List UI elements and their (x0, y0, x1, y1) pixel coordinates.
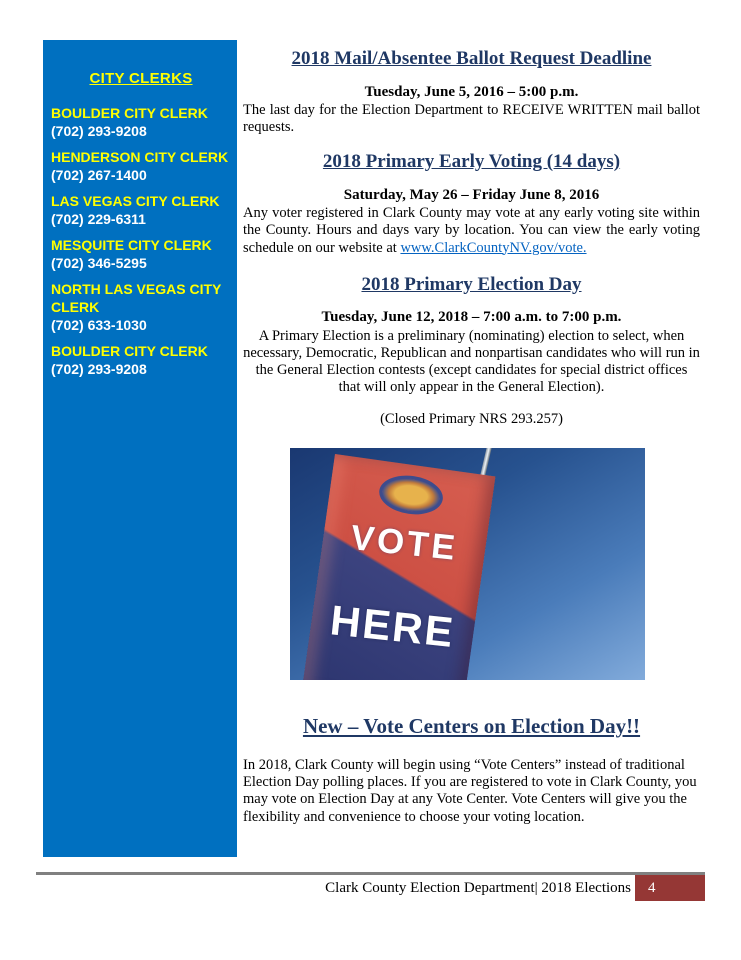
main-content (243, 48, 700, 840)
section-date-early-voting: Saturday, May 26 – Friday June 8, 2016 (343, 186, 600, 203)
clerk-name: MESQUITE CITY CLERK (51, 237, 212, 253)
section-heading-primary-day: 2018 Primary Election Day (361, 273, 582, 295)
clerk-name: BOULDER CITY CLERK (51, 105, 208, 121)
list-item (51, 236, 231, 272)
city-clerks-sidebar (43, 40, 237, 857)
sidebar-title: CITY CLERKS (89, 70, 193, 87)
list-item (51, 104, 231, 140)
early-voting-text: Any voter registered in Clark County may vote at any early voting site within the County. Hours and days vary by location. You can view the early voting schedule on our website at (243, 205, 700, 256)
section-body-vote-centers: In 2018, Clark County will begin using “Vote Centers” instead of traditional Election Day polling places. If you are registered to vote in Clark County, you may vote on Election Day at any Vote Center. Vote Centers will give you the flexibility and convenience to choose your voting location. (243, 757, 697, 825)
section-heading-vote-centers: New – Vote Centers on Election Day!! (302, 713, 641, 738)
clerk-name: BOULDER CITY CLERK (51, 343, 208, 359)
section-body-primary-day: A Primary Election is a preliminary (nominating) election to select, when necessary, Democratic, Republican and nonpartisan candidates who will run in the General Election contests (except candidates for special district offices that will only appear in the General Election). (243, 327, 700, 396)
list-item (51, 148, 231, 184)
footer-title: Clark County Election Department| 2018 Elections (325, 880, 631, 896)
section-heading-early-voting: 2018 Primary Early Voting (14 days) (322, 151, 621, 173)
clerk-name: NORTH LAS VEGAS CITY CLERK (51, 281, 222, 315)
page-footer (36, 872, 705, 901)
section-body-early-voting (243, 205, 700, 256)
flag-vote-text: VOTE (348, 517, 460, 568)
flag-here-text: HERE (328, 596, 458, 657)
closed-primary-note: (Closed Primary NRS 293.257) (380, 410, 563, 427)
page-number-badge: 4 (635, 875, 705, 901)
clerk-phone: (702) 293-9208 (51, 123, 147, 139)
clerk-phone: (702) 267-1400 (51, 167, 147, 183)
vote-here-flag-photo (290, 448, 645, 680)
section-date-primary-day: Tuesday, June 12, 2018 – 7:00 a.m. to 7:00 p.m. (321, 309, 622, 326)
flag-seal-emblem (377, 472, 446, 519)
section-heading-mail-ballot: 2018 Mail/Absentee Ballot Request Deadline (291, 48, 652, 69)
vote-here-flag (302, 454, 496, 680)
list-item (51, 280, 231, 334)
clerk-phone: (702) 293-9208 (51, 361, 147, 377)
section-body-mail-ballot: The last day for the Election Department to RECEIVE WRITTEN mail ballot requests. (243, 102, 700, 136)
clerk-name: HENDERSON CITY CLERK (51, 149, 229, 165)
list-item (51, 192, 231, 228)
clerk-name: LAS VEGAS CITY CLERK (51, 193, 220, 209)
list-item (51, 342, 231, 378)
clerk-phone: (702) 229-6311 (51, 211, 146, 227)
clerk-phone: (702) 633-1030 (51, 317, 147, 333)
section-date-mail-ballot: Tuesday, June 5, 2016 – 5:00 p.m. (364, 83, 579, 100)
clerk-phone: (702) 346-5295 (51, 255, 147, 271)
clark-county-vote-link[interactable]: www.ClarkCountyNV.gov/vote. (400, 239, 587, 256)
